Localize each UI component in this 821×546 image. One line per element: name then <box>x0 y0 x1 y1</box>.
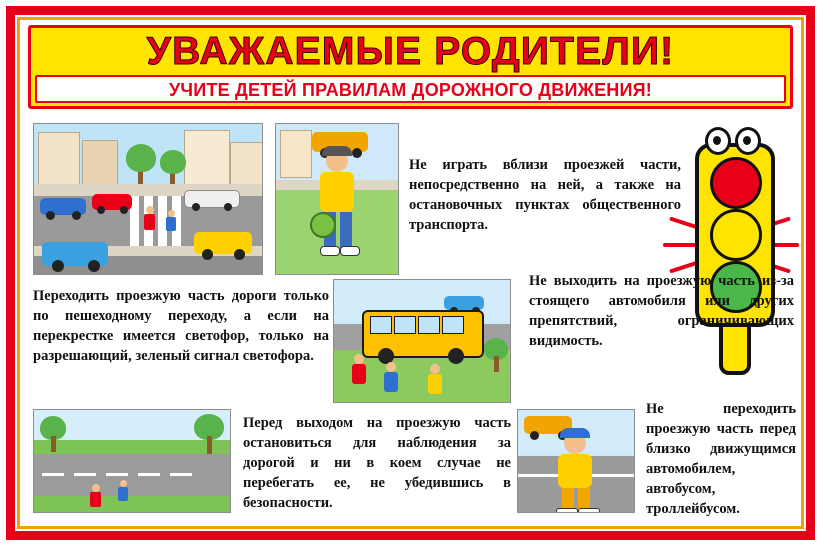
road-with-pedestrians-illustration <box>33 409 231 513</box>
school-bus-children-illustration <box>333 279 511 403</box>
poster-title-block <box>28 25 793 109</box>
boy-with-ball-illustration <box>275 123 399 275</box>
left-eye-icon <box>705 127 731 155</box>
amber-lamp <box>710 209 762 261</box>
street-crossing-illustration <box>33 123 263 275</box>
poster-subtitle-frame <box>35 75 786 103</box>
page-title: УВАЖАЕМЫЕ РОДИТЕЛИ! <box>146 30 675 73</box>
red-lamp <box>710 157 762 209</box>
page-subtitle: УЧИТЕ ДЕТЕЙ ПРАВИЛАМ ДОРОЖНОГО ДВИЖЕНИЯ! <box>169 80 652 100</box>
rule-no-play-text: Не играть вблизи проезжей части, непосредственно на ней, а также на остановочных пунктах общественного транспорта. <box>409 157 681 233</box>
rule-no-cross-near-vehicle-text: Не переходить проезжую часть перед близко движущимся автомобилем, автобусом, троллейбусом. <box>646 401 796 517</box>
poster-content <box>21 21 800 525</box>
boy-in-cap-illustration <box>517 409 635 513</box>
rule-stop-and-look-text: Перед выходом на проезжую часть остановиться для наблюдения за дорогой и ни в коем случае не перебегать ее, не убедившись в безопасности. <box>243 415 511 511</box>
right-eye-icon <box>735 127 761 155</box>
rule-no-step-out-text: Не выходить на проезжую часть из-за стоящего автомобиля или других препятствий, ограничивающих видимость. <box>529 273 794 349</box>
rule-crossing-text: Переходить проезжую часть дороги только по пешеходному переходу, а если на перекрестке имеется светофор, только на разрешающий, зеленый сигнал светофора. <box>33 288 329 364</box>
